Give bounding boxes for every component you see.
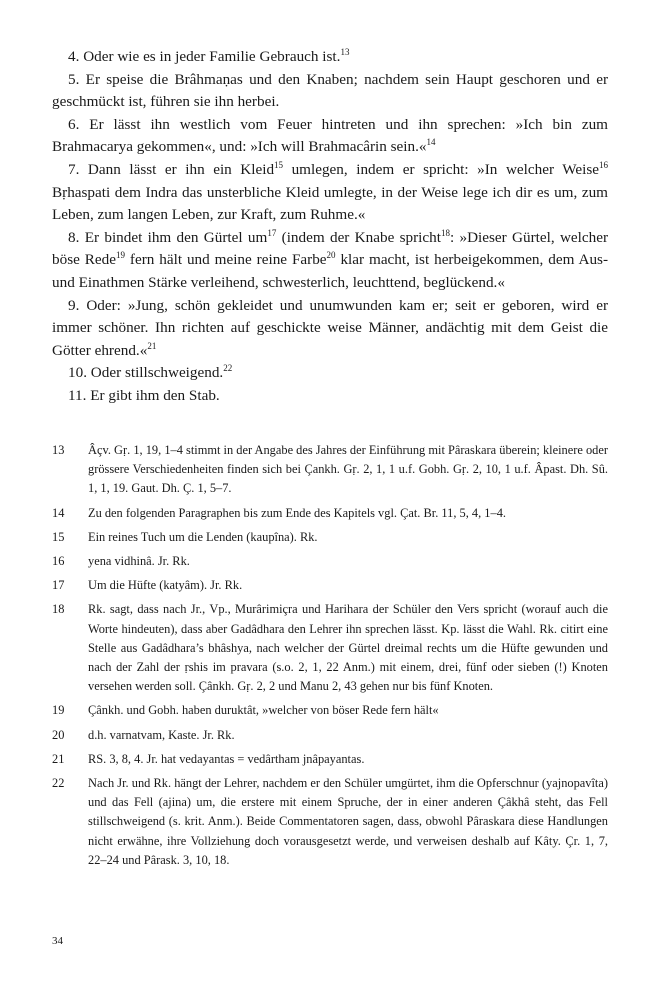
footnote-21 bbox=[52, 750, 608, 769]
footnote-ref[interactable]: 13 bbox=[340, 47, 350, 57]
paragraph-9 bbox=[52, 295, 608, 363]
paragraph-text: 4. Oder wie es in jeder Familie Gebrauch ist. bbox=[68, 48, 341, 65]
footnote-number: 15 bbox=[52, 529, 65, 544]
footnote-text: Âçv. Gṛ. 1, 19, 1–4 stimmt in der Angabe des Jahres der Einführung mit Pâraskara überein; kleinere oder grössere Verschiedenheiten finden sich bei Çankh. Gṛ. 2, 1, 1 u.f. Gobh. Gṛ. 2, 10, 1 u.f. Âpast. Dh. Sû. 1, 1, 19. Gaut. Dh. Ç. 1, 5–7. bbox=[88, 443, 608, 496]
footnote-19 bbox=[52, 701, 608, 720]
footnote-ref[interactable]: 20 bbox=[326, 250, 336, 261]
paragraph-text: Bṛhaspati dem Indra das unsterbliche Kleid umlegte, in der Weise lege ich dir es um, zum Leben, zum langen Leben, zur Kraft, zum Ruhme.« bbox=[52, 183, 608, 224]
footnote-text: Rk. sagt, dass nach Jr., Vp., Murârimiçra und Harihara der Schüler den Vers spricht (worauf auch die Worte hindeuten), dass aber Gadâdhara den Lehrer ihn sprechen lässt. Kp. lässt die Wahl. Rk. citirt eine Stelle aus Gadâdhara’s bhâshya, nach welcher der Gürtel dreimal rechts um die Hüfte gewunden und nach der Zahl der ṛshis im pravara (s.o. 2, 1, 22 Anm.) mit einem, drei, fünf oder sieben (!) Knoten versehen werden soll. Çânkh. Gṛ. 2, 2 und Manu 2, 43 gehen nur bis fünf Knoten. bbox=[88, 602, 608, 694]
paragraph-text: (indem der Knabe spricht bbox=[276, 228, 441, 246]
page-number: 34 bbox=[52, 935, 63, 947]
paragraph-7 bbox=[52, 159, 608, 227]
footnote-text: Um die Hüfte (katyâm). Jr. Rk. bbox=[88, 578, 243, 593]
paragraph-8 bbox=[52, 227, 608, 295]
footnote-ref[interactable]: 16 bbox=[599, 159, 609, 170]
footnote-number: 18 bbox=[52, 602, 65, 617]
footnote-number: 13 bbox=[52, 443, 65, 457]
footnote-ref[interactable]: 14 bbox=[426, 137, 436, 148]
paragraph-text: 7. Dann lässt er ihn ein Kleid bbox=[68, 160, 275, 178]
footnote-14 bbox=[52, 504, 608, 523]
paragraph-text: 8. Er bindet ihm den Gürtel um bbox=[68, 228, 268, 246]
footnote-17 bbox=[52, 576, 608, 595]
paragraph-5 bbox=[52, 69, 608, 114]
footnote-ref[interactable]: 15 bbox=[274, 159, 284, 170]
paragraph-11 bbox=[52, 385, 608, 408]
paragraph-6 bbox=[52, 114, 608, 159]
footnote-18 bbox=[52, 600, 608, 696]
paragraph-text: fern hält und meine reine Farbe bbox=[124, 251, 327, 269]
footnote-text: Nach Jr. und Rk. hängt der Lehrer, nachdem er den Schüler umgürtet, ihm die Opferschnur (yajnopavîta) und das Fell (ajina) um, die erstere mit einem Spruche, der in einer anderen Çâkhâ steht, das Fell stillschweigend (s. krit. Anm.). Beide Commentatoren sagen, dass, obwohl Pâraskara diese Handlungen nicht erwähne, ihre Vollziehung doch vorausgesetzt werde, und verweisen deshalb auf Kâty. Çr. 1, 7, 22–24 und Pârask. 3, 10, 18. bbox=[88, 776, 608, 867]
footnote-text: Zu den folgenden Paragraphen bis zum Ende des Kapitels vgl. Çat. Br. 11, 5, 4, 1–4. bbox=[88, 505, 506, 520]
footnote-text: d.h. varnatvam, Kaste. Jr. Rk. bbox=[88, 727, 235, 742]
footnote-text: RS. 3, 8, 4. Jr. hat vedayantas = vedârtham jnâpayantas. bbox=[88, 751, 365, 766]
paragraph-text: : »Dieser Gürtel, welcher böse Rede bbox=[52, 228, 609, 269]
paragraph-text: 6. Er lässt ihn westlich vom Feuer hintreten und ihn sprechen: »Ich bin zum Brahmacarya gekommen«, und: »Ich will Brahmacârin sein.« bbox=[52, 115, 608, 156]
paragraph-text: 11. Er gibt ihm den Stab. bbox=[68, 386, 220, 404]
footnote-number: 14 bbox=[52, 505, 65, 520]
paragraph-4 bbox=[52, 46, 608, 69]
footnote-number: 17 bbox=[52, 578, 65, 593]
footnote-15 bbox=[52, 528, 608, 547]
footnote-20 bbox=[52, 726, 608, 745]
footnote-number: 21 bbox=[52, 751, 65, 766]
main-text bbox=[52, 46, 608, 408]
footnote-text: yena vidhinâ. Jr. Rk. bbox=[88, 554, 190, 569]
paragraph-text: klar macht, ist herbeigekommen, dem Aus- und Einathmen Stärke verleihend, schwesterlich, leuchttend, beglückend.« bbox=[52, 251, 609, 291]
footnotes bbox=[52, 441, 608, 875]
footnote-13 bbox=[52, 441, 608, 499]
paragraph-text: 5. Er speise die Brâhmaṇas und den Knaben; nachdem sein Haupt geschoren und er geschmückt ist, führen sie ihn herbei. bbox=[52, 70, 608, 111]
footnote-number: 19 bbox=[52, 703, 65, 718]
footnote-ref[interactable]: 18 bbox=[440, 227, 450, 238]
paragraph-10 bbox=[52, 362, 608, 385]
footnote-text: Çânkh. und Gobh. haben duruktât, »welcher von böser Rede fern hält« bbox=[88, 703, 439, 718]
footnote-text: Ein reines Tuch um die Lenden (kaupîna). Rk. bbox=[88, 529, 318, 544]
paragraph-text: 10. Oder stillschweigend. bbox=[68, 364, 224, 382]
footnote-number: 16 bbox=[52, 554, 65, 569]
footnote-22 bbox=[52, 774, 608, 870]
paragraph-text: umlegen, indem er spricht: »In welcher Weise bbox=[283, 160, 600, 178]
footnote-ref[interactable]: 22 bbox=[223, 363, 233, 374]
paragraph-text: 9. Oder: »Jung, schön gekleidet und unumwunden kam er; seit er geboren, wird er immer schöner. Ihn richten auf geschickte weise Männer, andächtig mit dem Geist die Götter ehrend.« bbox=[52, 296, 608, 359]
footnote-number: 22 bbox=[52, 776, 65, 791]
footnote-ref[interactable]: 19 bbox=[115, 250, 125, 261]
footnote-ref[interactable]: 21 bbox=[147, 340, 157, 351]
footnote-ref[interactable]: 17 bbox=[267, 227, 277, 238]
footnote-16 bbox=[52, 552, 608, 571]
footnote-number: 20 bbox=[52, 727, 65, 742]
